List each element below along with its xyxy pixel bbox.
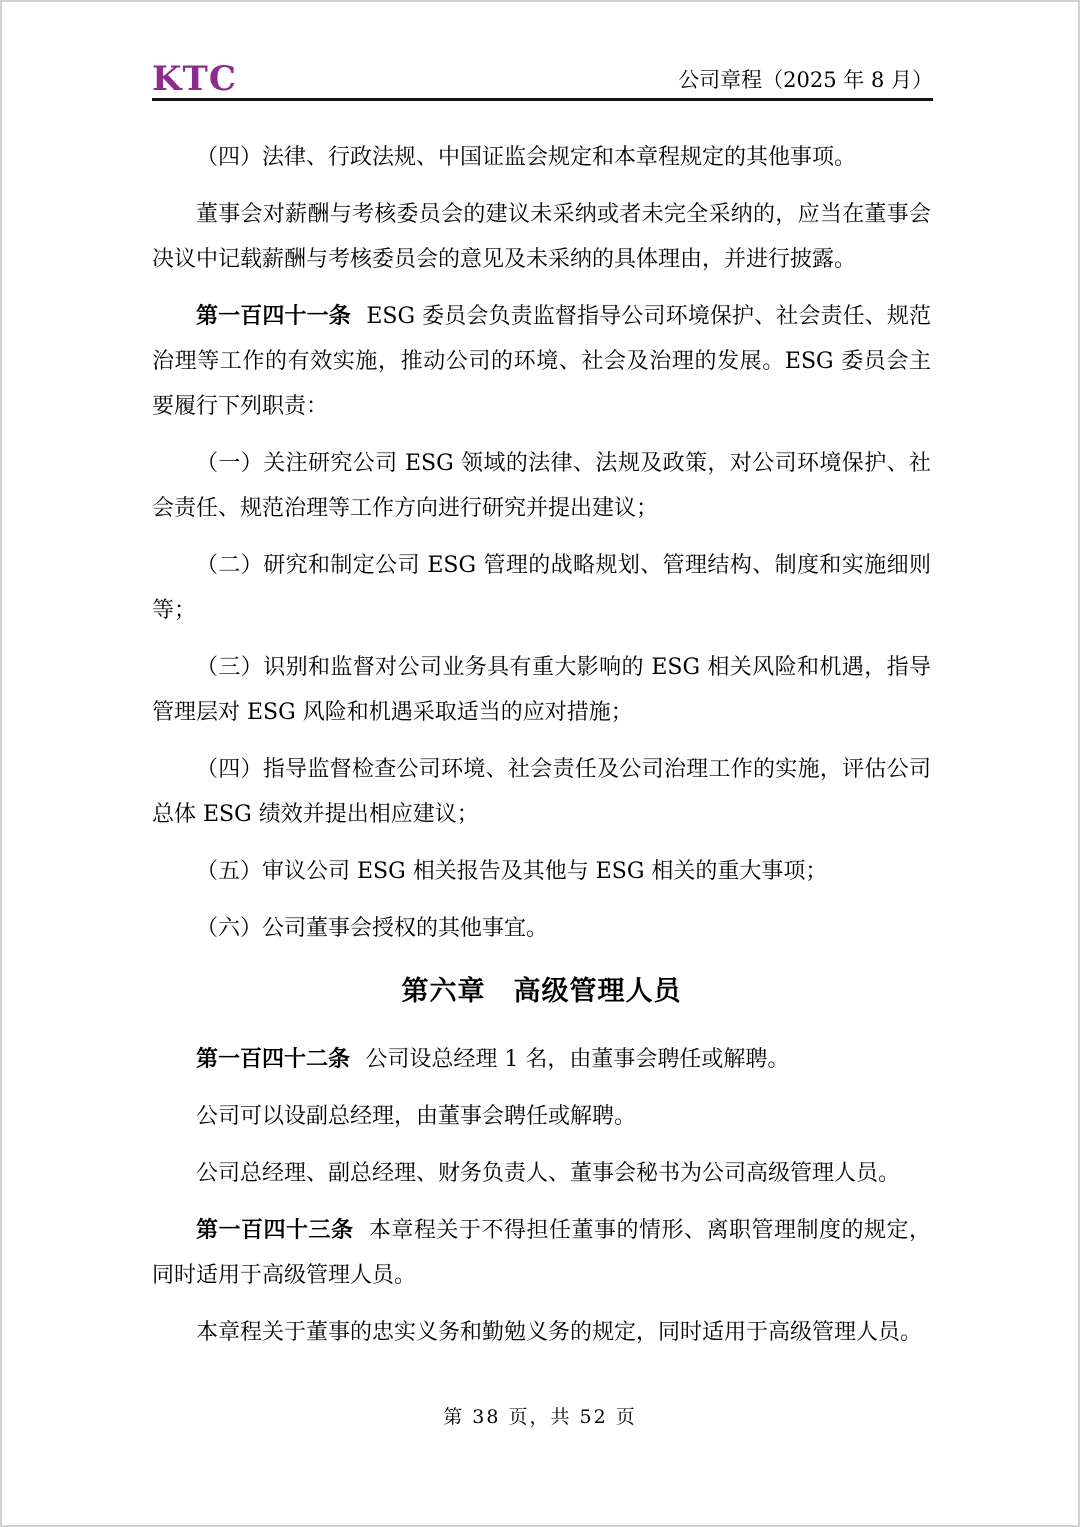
paragraph bbox=[152, 294, 931, 429]
paragraph-text: ESG 委员会负责监督指导公司环境保护、社会责任、规范治理等工作的有效实施，推动公司的环境、社会及治理的发展。ESG 委员会主要履行下列职责： bbox=[152, 304, 931, 419]
paragraph bbox=[152, 1094, 931, 1139]
chapter-heading: 第六章 高级管理人员 bbox=[401, 976, 682, 1007]
paragraph bbox=[152, 849, 931, 894]
paragraph-text: （五）审议公司 ESG 相关报告及其他与 ESG 相关的重大事项； bbox=[196, 859, 828, 884]
paragraph bbox=[152, 906, 931, 951]
document-body bbox=[152, 135, 931, 1355]
company-logo: KTC bbox=[152, 59, 237, 99]
paragraph-text: 董事会对薪酬与考核委员会的建议未采纳或者未完全采纳的，应当在董事会决议中记载薪酬与考核委员会的意见及未采纳的具体理由，并进行披露。 bbox=[152, 202, 931, 272]
paragraph-text: （三）识别和监督对公司业务具有重大影响的 ESG 相关风险和机遇，指导管理层对 ESG 风险和机遇采取适当的应对措施； bbox=[152, 655, 931, 725]
article-number: 第一百四十一条 bbox=[196, 304, 351, 329]
paragraph bbox=[152, 747, 931, 837]
paragraph-text: 本章程关于不得担任董事的情形、离职管理制度的规定，同时适用于高级管理人员。 bbox=[152, 1218, 931, 1288]
paragraph-text: （一）关注研究公司 ESG 领域的法律、法规及政策，对公司环境保护、社会责任、规范治理等工作方向进行研究并提出建议； bbox=[152, 451, 931, 521]
paragraph bbox=[152, 1310, 931, 1355]
paragraph-text: （六）公司董事会授权的其他事宜。 bbox=[196, 916, 549, 941]
paragraph bbox=[152, 441, 931, 531]
paragraph bbox=[152, 1208, 931, 1298]
paragraph bbox=[152, 1037, 931, 1082]
paragraph-text: （二）研究和制定公司 ESG 管理的战略规划、管理结构、制度和实施细则等； bbox=[152, 553, 931, 623]
paragraph-text: （四）指导监督检查公司环境、社会责任及公司治理工作的实施，评估公司总体 ESG 绩效并提出相应建议； bbox=[152, 757, 931, 827]
page-header bbox=[152, 2, 933, 101]
header-doc-title: 公司章程（2025 年 8 月） bbox=[678, 67, 933, 92]
article-number: 第一百四十三条 bbox=[196, 1218, 354, 1243]
paragraph bbox=[152, 192, 931, 282]
paragraph-text: 公司可以设副总经理，由董事会聘任或解聘。 bbox=[196, 1104, 637, 1129]
paragraph bbox=[152, 645, 931, 735]
paragraph-text: （四）法律、行政法规、中国证监会规定和本章程规定的其他事项。 bbox=[196, 145, 857, 170]
page-number: 第 38 页，共 52 页 bbox=[443, 1406, 637, 1428]
paragraph-text: 本章程关于董事的忠实义务和勤勉义务的规定，同时适用于高级管理人员。 bbox=[196, 1320, 923, 1345]
paragraph bbox=[152, 135, 931, 180]
paragraph-text: 公司总经理、副总经理、财务负责人、董事会秘书为公司高级管理人员。 bbox=[196, 1161, 901, 1186]
article-number: 第一百四十二条 bbox=[196, 1047, 351, 1072]
paragraph bbox=[152, 1151, 931, 1196]
paragraph-text: 公司设总经理 1 名，由董事会聘任或解聘。 bbox=[365, 1047, 790, 1072]
paragraph bbox=[152, 543, 931, 633]
